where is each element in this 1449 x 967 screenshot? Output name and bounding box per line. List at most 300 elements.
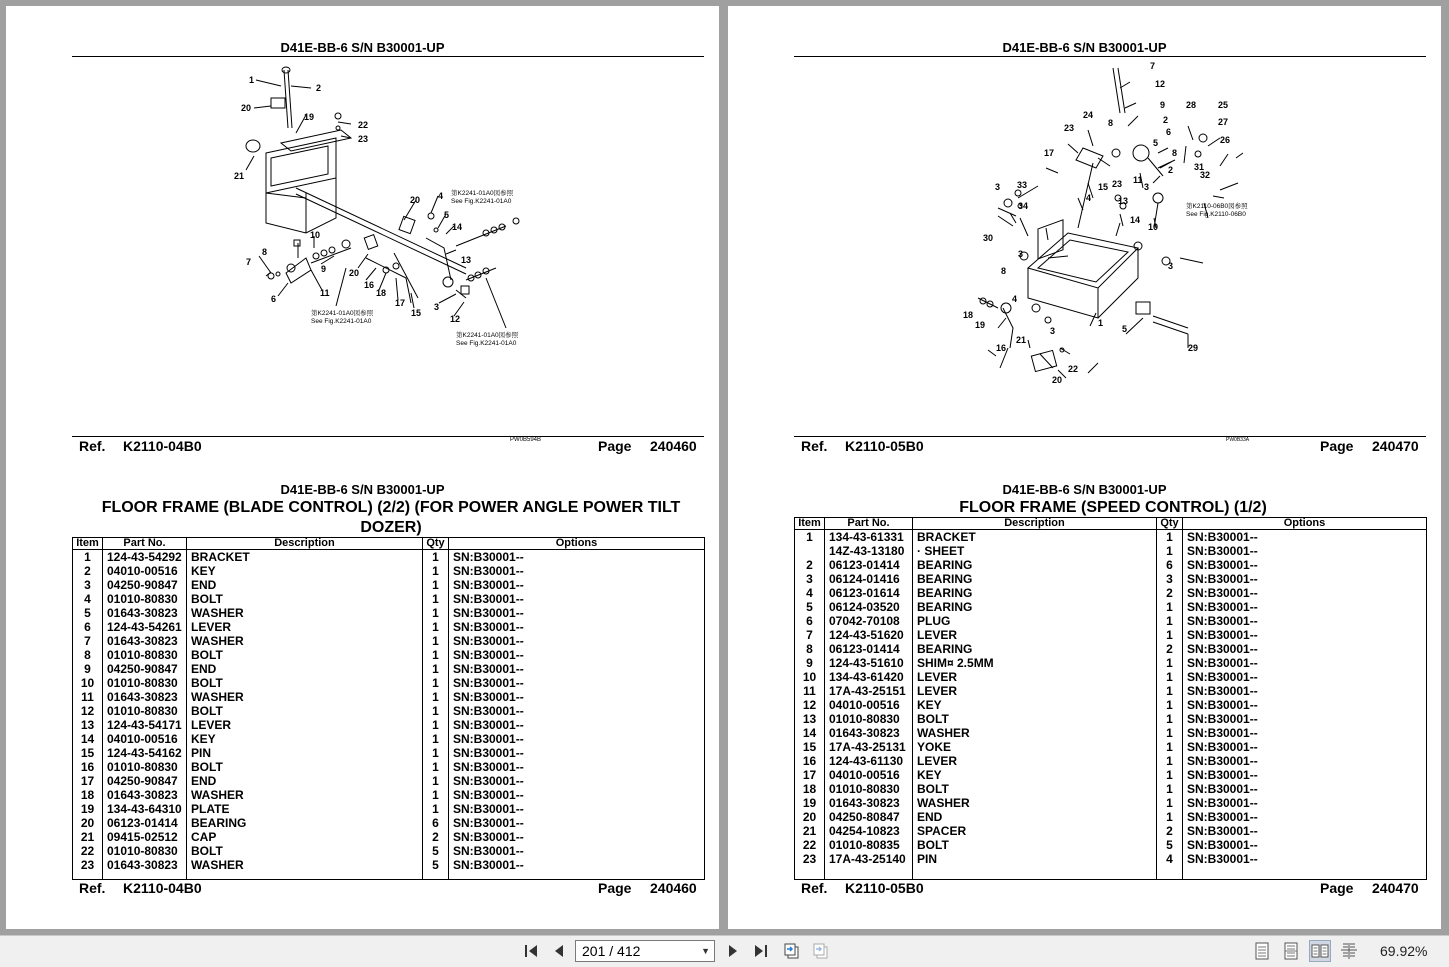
svg-text:第K2241-01A0図参照: 第K2241-01A0図参照 [311, 310, 374, 317]
cell-qty: 1 [1157, 796, 1183, 810]
cell-qty: 1 [423, 704, 449, 718]
svg-text:6: 6 [1166, 127, 1172, 137]
table-filler-row [795, 866, 1427, 880]
svg-text:第K2241-01A0図参照: 第K2241-01A0図参照 [456, 332, 519, 339]
cell-description: WASHER [187, 788, 423, 802]
table-row [795, 726, 1427, 740]
cell-part-no: 04250-90847 [103, 774, 187, 788]
cell-part-no: 04254-10823 [825, 824, 913, 838]
cell-item: 23 [795, 852, 825, 866]
cell-options: SN:B30001-- [449, 760, 705, 774]
navigation-toolbar [0, 935, 1449, 967]
section-header: D41E-BB-6 S/N B30001-UP [1002, 482, 1167, 497]
svg-text:33: 33 [1017, 180, 1028, 190]
cell-part-no: 04010-00516 [103, 564, 187, 578]
cell-description: LEVER [913, 628, 1157, 642]
cell-description: BEARING [913, 642, 1157, 656]
cell-item: 6 [73, 620, 103, 634]
cell-description: BOLT [187, 704, 423, 718]
cell-part-no: 01643-30823 [103, 858, 187, 872]
cell-item: 5 [73, 606, 103, 620]
cell-item: 14 [795, 726, 825, 740]
page-label-bottom: Page [598, 880, 632, 896]
cell-description: LEVER [187, 718, 423, 732]
prev-page-icon[interactable] [548, 940, 570, 962]
table-row [795, 852, 1427, 866]
cell-part-no: 01643-30823 [103, 634, 187, 648]
cell-part-no: 01643-30823 [825, 726, 913, 740]
cell-options: SN:B30001-- [1183, 544, 1427, 558]
cell-description: BOLT [187, 844, 423, 858]
cell-options: SN:B30001-- [1183, 642, 1427, 656]
cell-description: KEY [187, 564, 423, 578]
table-row [73, 592, 705, 606]
table-row [73, 774, 705, 788]
cell-part-no: 04250-90847 [103, 662, 187, 676]
cell-description: WASHER [187, 634, 423, 648]
svg-text:4: 4 [1012, 294, 1018, 304]
cell-qty: 3 [1157, 572, 1183, 586]
cell-description: KEY [913, 768, 1157, 782]
cell-part-no: 134-43-61420 [825, 670, 913, 684]
page-number: 240460 [650, 438, 697, 454]
table-row [73, 802, 705, 816]
table-row [73, 830, 705, 844]
svg-text:12: 12 [1155, 79, 1166, 89]
cell-options: SN:B30001-- [1183, 698, 1427, 712]
svg-text:3: 3 [1050, 326, 1056, 336]
cell-options: SN:B30001-- [449, 662, 705, 676]
cell-part-no: 01010-80830 [825, 782, 913, 796]
cell-part-no: 01643-30823 [103, 606, 187, 620]
page-number: 240470 [1372, 438, 1419, 454]
cell-part-no: 01010-80830 [103, 648, 187, 662]
svg-text:18: 18 [376, 288, 387, 298]
cell-item: 8 [73, 648, 103, 662]
cell-item: 3 [73, 578, 103, 592]
svg-text:4: 4 [438, 191, 444, 201]
cell-options: SN:B30001-- [1183, 558, 1427, 572]
table-row [73, 732, 705, 746]
cell-description: WASHER [913, 796, 1157, 810]
cell-description: PIN [913, 852, 1157, 866]
svg-text:15: 15 [1098, 182, 1109, 192]
cell-description: BRACKET [187, 550, 423, 565]
facing-icon[interactable] [1309, 940, 1331, 962]
svg-text:31: 31 [1194, 162, 1205, 172]
svg-text:See Fig.K2241-01A0: See Fig.K2241-01A0 [456, 340, 517, 347]
ref-label-bottom: Ref. [801, 880, 828, 896]
svg-text:3: 3 [434, 302, 440, 312]
cell-description: CAP [187, 830, 423, 844]
cell-description: END [913, 810, 1157, 824]
cell-qty: 1 [423, 788, 449, 802]
table-row [795, 712, 1427, 726]
next-page-icon[interactable] [722, 940, 744, 962]
cell-options: SN:B30001-- [1183, 768, 1427, 782]
cell-part-no: 01010-80830 [103, 760, 187, 774]
cell-qty: 1 [1157, 600, 1183, 614]
column-header-item: Item [73, 538, 103, 550]
cell-description: WASHER [187, 690, 423, 704]
cell-qty: 1 [1157, 614, 1183, 628]
table-row [795, 740, 1427, 754]
cell-item: 2 [73, 564, 103, 578]
cell-qty: 1 [423, 662, 449, 676]
svg-text:23: 23 [1112, 179, 1123, 189]
cell-description: WASHER [913, 726, 1157, 740]
column-header-qty: Qty [1157, 518, 1183, 530]
svg-text:7: 7 [1150, 61, 1156, 71]
single-page-icon[interactable] [1251, 940, 1273, 962]
document-page-right [728, 6, 1441, 929]
cell-options: SN:B30001-- [449, 718, 705, 732]
cell-options: SN:B30001-- [449, 788, 705, 802]
cell-qty: 1 [423, 802, 449, 816]
table-row [73, 550, 705, 565]
cell-qty: 1 [423, 676, 449, 690]
svg-text:22: 22 [1068, 364, 1079, 374]
svg-text:See Fig.K2241-01A0: See Fig.K2241-01A0 [451, 198, 512, 205]
cell-description: BOLT [913, 712, 1157, 726]
cell-qty: 1 [1157, 628, 1183, 642]
svg-text:8: 8 [262, 247, 268, 257]
cell-qty: 2 [1157, 586, 1183, 600]
cell-item: 8 [795, 642, 825, 656]
cell-options: SN:B30001-- [1183, 796, 1427, 810]
cell-options: SN:B30001-- [1183, 600, 1427, 614]
page-number-dropdown[interactable] [575, 940, 715, 962]
cell-description: BOLT [187, 676, 423, 690]
cell-qty: 2 [1157, 642, 1183, 656]
svg-text:24: 24 [1083, 110, 1094, 120]
svg-text:PW0B594B: PW0B594B [510, 437, 542, 443]
cell-options: SN:B30001-- [1183, 670, 1427, 684]
cell-item: 21 [73, 830, 103, 844]
svg-text:6: 6 [271, 294, 277, 304]
cell-item: 15 [795, 740, 825, 754]
cell-item: 18 [795, 782, 825, 796]
table-row [73, 704, 705, 718]
cell-description: BEARING [913, 586, 1157, 600]
table-row [795, 656, 1427, 670]
svg-text:19: 19 [975, 320, 986, 330]
cell-description: BOLT [187, 760, 423, 774]
cell-description: END [187, 578, 423, 592]
cell-item: 2 [795, 558, 825, 572]
svg-text:1: 1 [249, 75, 255, 85]
svg-text:16: 16 [996, 343, 1007, 353]
cell-description: LEVER [913, 670, 1157, 684]
first-page-icon[interactable] [520, 940, 542, 962]
table-row [73, 606, 705, 620]
table-row [795, 614, 1427, 628]
svg-text:22: 22 [358, 120, 369, 130]
table-row [73, 746, 705, 760]
svg-text:7: 7 [246, 257, 252, 267]
svg-text:2: 2 [316, 83, 322, 93]
continuous-facing-icon[interactable] [1338, 940, 1360, 962]
cell-options: SN:B30001-- [1183, 586, 1427, 600]
previous-view-icon[interactable] [781, 940, 803, 962]
cell-qty: 1 [423, 648, 449, 662]
page-header: D41E-BB-6 S/N B30001-UP [1002, 40, 1167, 55]
svg-text:25: 25 [1218, 100, 1229, 110]
cell-item: 14 [73, 732, 103, 746]
cell-qty: 1 [1157, 684, 1183, 698]
cell-options: SN:B30001-- [1183, 740, 1427, 754]
cell-item: 22 [795, 838, 825, 852]
cell-options: SN:B30001-- [1183, 810, 1427, 824]
table-row [73, 760, 705, 774]
svg-text:3: 3 [995, 182, 1001, 192]
cell-description: LEVER [913, 754, 1157, 768]
cell-part-no: 01010-80835 [825, 838, 913, 852]
cell-qty: 1 [1157, 712, 1183, 726]
svg-text:9: 9 [1160, 100, 1166, 110]
cell-description: BEARING [913, 558, 1157, 572]
cell-qty: 1 [1157, 544, 1183, 558]
table-row [795, 642, 1427, 656]
column-header-item: Item [795, 518, 825, 530]
cell-part-no: 07042-70108 [825, 614, 913, 628]
chevron-down-icon: ▼ [701, 946, 710, 956]
table-row [795, 544, 1427, 558]
cell-description: SHIM¤ 2.5MM [913, 656, 1157, 670]
document-page-left [6, 6, 719, 929]
cell-part-no: 124-43-51610 [825, 656, 913, 670]
cell-description: WASHER [187, 606, 423, 620]
cell-options: SN:B30001-- [449, 606, 705, 620]
cell-part-no: 04010-00516 [825, 698, 913, 712]
svg-text:27: 27 [1218, 117, 1229, 127]
cell-qty: 2 [423, 830, 449, 844]
table-row [795, 558, 1427, 572]
cell-item: 19 [73, 802, 103, 816]
cell-description: BEARING [913, 572, 1157, 586]
cell-part-no: 17A-43-25131 [825, 740, 913, 754]
cell-description: END [187, 662, 423, 676]
svg-text:2: 2 [1163, 115, 1169, 125]
cell-options: SN:B30001-- [1183, 530, 1427, 545]
svg-text:18: 18 [963, 310, 974, 320]
cell-qty: 1 [1157, 782, 1183, 796]
svg-text:20: 20 [349, 268, 360, 278]
ref-rule [72, 436, 704, 437]
page-label-bottom: Page [1320, 880, 1354, 896]
svg-text:10: 10 [1148, 222, 1159, 232]
cell-options: SN:B30001-- [449, 816, 705, 830]
svg-text:4: 4 [1086, 193, 1092, 203]
table-row [73, 620, 705, 634]
continuous-icon[interactable] [1280, 940, 1302, 962]
cell-qty: 1 [423, 732, 449, 746]
table-row [73, 648, 705, 662]
next-view-icon[interactable] [810, 940, 832, 962]
table-row [795, 698, 1427, 712]
cell-description: LEVER [913, 684, 1157, 698]
svg-text:1: 1 [1098, 318, 1104, 328]
cell-item: 9 [795, 656, 825, 670]
cell-part-no: 06123-01414 [103, 816, 187, 830]
cell-qty: 5 [1157, 838, 1183, 852]
cell-qty: 1 [423, 578, 449, 592]
cell-qty: 2 [1157, 824, 1183, 838]
ref-code: K2110-05B0 [845, 438, 924, 454]
cell-qty: 5 [423, 858, 449, 872]
cell-item: 11 [73, 690, 103, 704]
svg-text:16: 16 [364, 280, 375, 290]
cell-part-no: 134-43-64310 [103, 802, 187, 816]
cell-description: · SHEET [913, 544, 1157, 558]
svg-text:29: 29 [1188, 343, 1199, 353]
svg-text:13: 13 [461, 255, 472, 265]
svg-text:19: 19 [304, 112, 315, 122]
section-title: FLOOR FRAME (BLADE CONTROL) (2/2) (FOR POWER ANGLE POWER TILT DOZER) [101, 499, 681, 536]
cell-item: 13 [795, 712, 825, 726]
svg-text:20: 20 [410, 195, 421, 205]
cell-options: SN:B30001-- [1183, 572, 1427, 586]
table-row [73, 676, 705, 690]
zoom-level[interactable]: 69.92% [1380, 943, 1428, 959]
table-row [73, 690, 705, 704]
cell-item: 5 [795, 600, 825, 614]
cell-part-no: 06124-01416 [825, 572, 913, 586]
table-row [795, 768, 1427, 782]
cell-part-no: 01010-80830 [103, 592, 187, 606]
cell-qty: 1 [423, 550, 449, 565]
cell-qty: 1 [423, 606, 449, 620]
cell-options: SN:B30001-- [449, 704, 705, 718]
cell-qty: 4 [1157, 852, 1183, 866]
cell-options: SN:B30001-- [1183, 726, 1427, 740]
cell-item: 1 [73, 550, 103, 565]
cell-item: 12 [73, 704, 103, 718]
cell-options: SN:B30001-- [449, 844, 705, 858]
cell-description: PLATE [187, 802, 423, 816]
cell-part-no: 124-43-51620 [825, 628, 913, 642]
svg-text:26: 26 [1220, 135, 1231, 145]
cell-part-no: 124-43-54162 [103, 746, 187, 760]
last-page-icon[interactable] [750, 940, 772, 962]
cell-description: BEARING [187, 816, 423, 830]
cell-qty: 1 [423, 690, 449, 704]
svg-text:34: 34 [1018, 201, 1029, 211]
cell-qty: 1 [1157, 754, 1183, 768]
cell-options: SN:B30001-- [1183, 628, 1427, 642]
svg-text:14: 14 [452, 222, 463, 232]
svg-text:10: 10 [310, 230, 321, 240]
cell-part-no: 124-43-54292 [103, 550, 187, 565]
cell-qty: 1 [1157, 530, 1183, 545]
svg-text:11: 11 [320, 288, 330, 298]
cell-qty: 1 [1157, 698, 1183, 712]
table-row [73, 578, 705, 592]
cell-part-no: 04010-00516 [103, 732, 187, 746]
table-row [795, 600, 1427, 614]
cell-item: 7 [795, 628, 825, 642]
cell-part-no: 17A-43-25151 [825, 684, 913, 698]
cell-part-no: 124-43-54171 [103, 718, 187, 732]
svg-text:20: 20 [1052, 375, 1063, 385]
cell-options: SN:B30001-- [1183, 824, 1427, 838]
cell-part-no: 01010-80830 [825, 712, 913, 726]
cell-description: BOLT [187, 592, 423, 606]
cell-item: 9 [73, 662, 103, 676]
cell-options: SN:B30001-- [449, 592, 705, 606]
cell-qty: 1 [423, 774, 449, 788]
cell-options: SN:B30001-- [1183, 754, 1427, 768]
cell-item: 17 [73, 774, 103, 788]
svg-text:2: 2 [1168, 165, 1174, 175]
cell-item [795, 544, 825, 558]
svg-text:12: 12 [450, 314, 461, 324]
cell-qty: 1 [423, 564, 449, 578]
page-indicator: 201 / 412 [582, 943, 641, 959]
cell-description: PLUG [913, 614, 1157, 628]
cell-description: BRACKET [913, 530, 1157, 545]
cell-part-no: 14Z-43-13180 [825, 544, 913, 558]
ref-code-bottom: K2110-05B0 [845, 880, 924, 896]
cell-part-no: 04010-00516 [825, 768, 913, 782]
svg-text:3: 3 [1018, 249, 1024, 259]
cell-options: SN:B30001-- [449, 690, 705, 704]
cell-options: SN:B30001-- [1183, 684, 1427, 698]
cell-item: 11 [795, 684, 825, 698]
cell-qty: 6 [1157, 558, 1183, 572]
cell-item: 15 [73, 746, 103, 760]
table-row [73, 564, 705, 578]
svg-text:第K2110-06B0図参照: 第K2110-06B0図参照 [1186, 203, 1248, 210]
ref-label: Ref. [801, 438, 828, 454]
svg-text:3: 3 [1168, 261, 1174, 271]
cell-part-no: 09415-02512 [103, 830, 187, 844]
cell-options: SN:B30001-- [1183, 614, 1427, 628]
cell-item: 4 [73, 592, 103, 606]
page-label: Page [598, 438, 632, 454]
svg-text:PW0B33A: PW0B33A [1226, 437, 1250, 443]
ref-code-bottom: K2110-04B0 [123, 880, 202, 896]
table-row [73, 844, 705, 858]
svg-text:11: 11 [1133, 175, 1143, 185]
svg-text:5: 5 [1122, 324, 1128, 334]
cell-options: SN:B30001-- [449, 634, 705, 648]
cell-part-no: 01643-30823 [825, 796, 913, 810]
cell-description: END [187, 774, 423, 788]
table-filler-row [73, 872, 705, 880]
table-row [795, 572, 1427, 586]
svg-text:9: 9 [321, 264, 327, 274]
cell-part-no: 06123-01414 [825, 558, 913, 572]
cell-description: BOLT [913, 838, 1157, 852]
ref-code: K2110-04B0 [123, 438, 202, 454]
header-rule [72, 56, 704, 57]
cell-item: 22 [73, 844, 103, 858]
cell-qty: 1 [423, 746, 449, 760]
svg-text:21: 21 [234, 171, 245, 181]
svg-text:17: 17 [395, 298, 406, 308]
cell-options: SN:B30001-- [449, 732, 705, 746]
cell-qty: 1 [1157, 810, 1183, 824]
cell-options: SN:B30001-- [449, 648, 705, 662]
cell-description: KEY [913, 698, 1157, 712]
cell-qty: 6 [423, 816, 449, 830]
cell-options: SN:B30001-- [449, 550, 705, 565]
cell-part-no: 06124-03520 [825, 600, 913, 614]
svg-text:3: 3 [1144, 182, 1150, 192]
page-number-bottom: 240470 [1372, 880, 1419, 896]
svg-text:28: 28 [1186, 100, 1197, 110]
